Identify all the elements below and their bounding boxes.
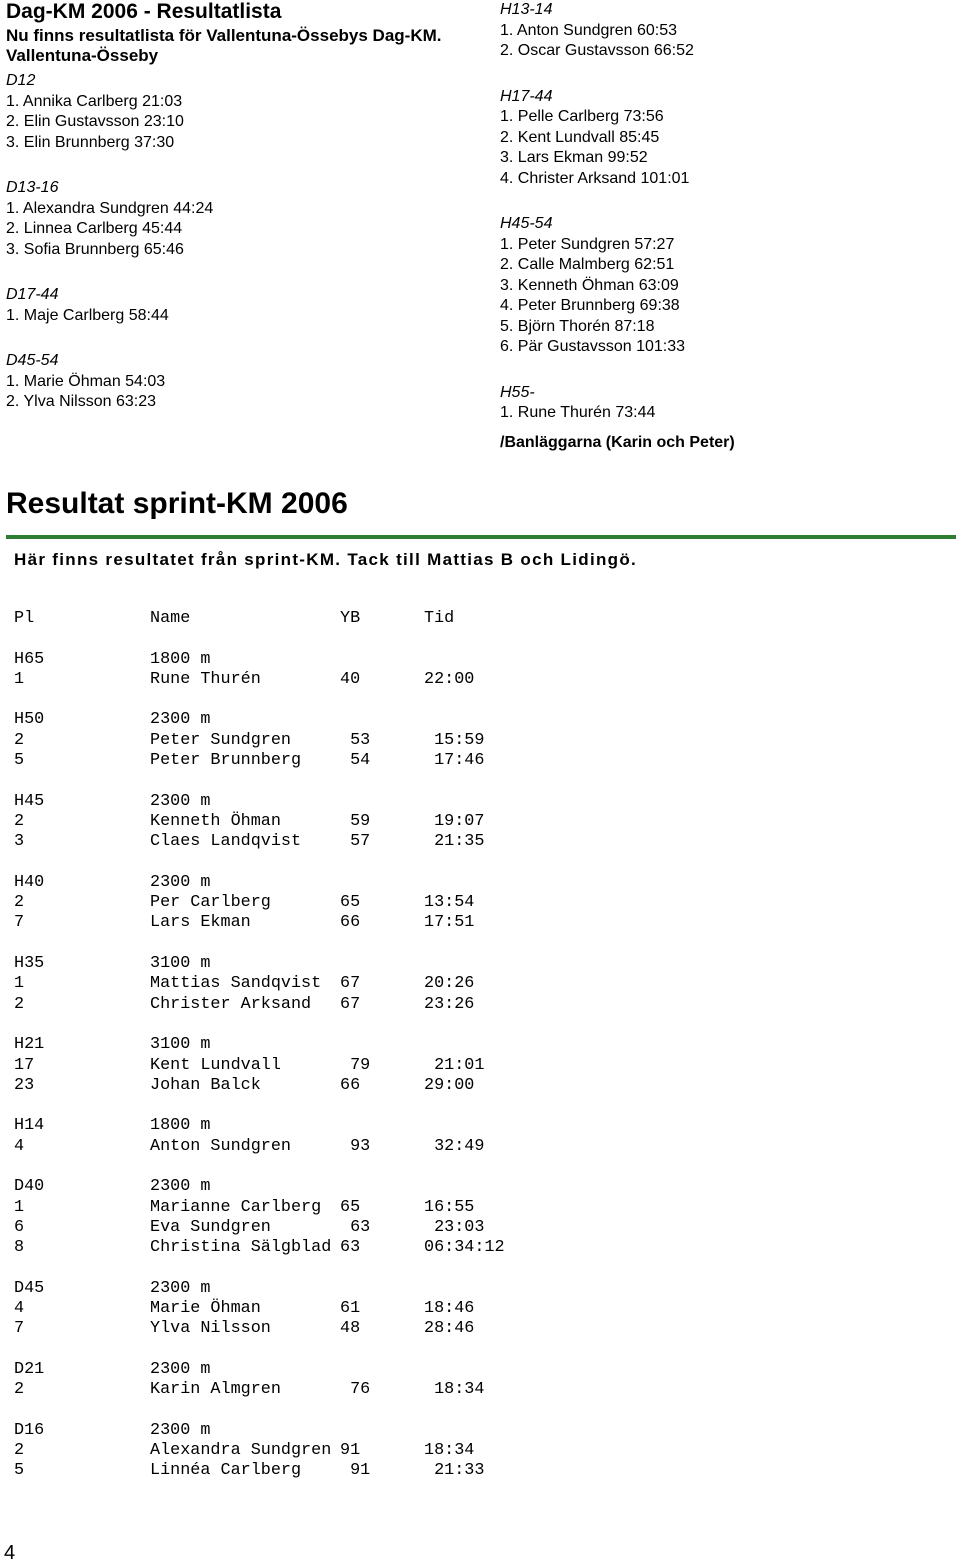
class-header — [14, 650, 574, 670]
runner-name: Kenneth Öhman — [150, 811, 281, 831]
birth-year: 61 — [340, 1299, 361, 1319]
birth-year: 53 — [340, 730, 371, 750]
column-header-name: Name — [150, 609, 191, 628]
subtitle-text: Nu finns resultatlista för Vallentuna-Össebys Dag-KM. — [6, 26, 442, 45]
class-name: H21 — [14, 1035, 45, 1055]
result-line: 3. Kenneth Öhman 63:09 — [500, 276, 679, 294]
table-row — [14, 1056, 574, 1076]
finish-time: 16:55 — [424, 1197, 475, 1217]
runner-name: Christer Arksand — [150, 994, 312, 1014]
row-spacer — [14, 1015, 574, 1035]
table-row — [14, 974, 574, 994]
class-name: H50 — [14, 710, 45, 730]
table-row — [14, 731, 574, 751]
row-spacer — [14, 1401, 574, 1421]
class-header — [14, 1421, 574, 1441]
row-spacer — [14, 1157, 574, 1177]
class-name: D16 — [14, 1420, 45, 1440]
table-row — [14, 913, 574, 933]
category-label: D17-44 — [6, 286, 59, 303]
class-name: H65 — [14, 649, 45, 669]
table-row — [14, 1238, 574, 1258]
birth-year: 67 — [340, 994, 361, 1014]
column-header-yb: YB — [340, 609, 361, 628]
result-line: 3. Elin Brunnberg 37:30 — [6, 133, 175, 151]
runner-name: Christina Sälgblad — [150, 1238, 332, 1258]
category-label: H17-44 — [500, 87, 553, 105]
birth-year: 91 — [340, 1461, 371, 1481]
finish-time: 17:51 — [424, 913, 475, 933]
dag-km-results-right — [500, 0, 694, 424]
row-spacer — [14, 1096, 574, 1116]
class-header — [14, 792, 574, 812]
result-line: 2. Kent Lundvall 85:45 — [500, 128, 660, 146]
birth-year: 40 — [340, 669, 361, 689]
category-label: H55- — [500, 383, 535, 401]
placing: 3 — [14, 832, 25, 852]
result-line: 3. Sofia Brunnberg 65:46 — [6, 240, 184, 258]
result-line: 1. Marie Öhman 54:03 — [6, 372, 166, 390]
table-row — [14, 1319, 574, 1339]
placing: 5 — [14, 751, 25, 771]
placing: 4 — [14, 1136, 25, 1156]
runner-name: Karin Almgren — [150, 1380, 281, 1400]
placing: 2 — [14, 1380, 25, 1400]
class-header — [14, 954, 574, 974]
birth-year: 59 — [340, 811, 371, 831]
result-line: 1. Maje Carlberg 58:44 — [6, 306, 169, 324]
result-line: 1. Rune Thurén 73:44 — [500, 404, 656, 421]
finish-time: 15:59 — [424, 730, 485, 750]
class-distance: 2300 m — [150, 791, 211, 811]
birth-year: 76 — [340, 1380, 371, 1400]
finish-time: 18:46 — [424, 1299, 475, 1319]
birth-year: 63 — [340, 1217, 371, 1237]
class-distance: 2300 m — [150, 1420, 211, 1440]
finish-time: 19:07 — [424, 811, 485, 831]
table-row — [14, 1441, 574, 1461]
class-name: D40 — [14, 1177, 45, 1197]
result-line: 5. Björn Thorén 87:18 — [500, 317, 655, 335]
runner-name: Eva Sundgren — [150, 1217, 271, 1237]
row-spacer — [14, 934, 574, 954]
runner-name: Ylva Nilsson — [150, 1319, 271, 1339]
class-name: H45 — [14, 791, 45, 811]
runner-name: Kent Lundvall — [150, 1055, 281, 1075]
finish-time: 29:00 — [424, 1075, 475, 1095]
finish-time: 20:26 — [424, 974, 475, 994]
birth-year: 66 — [340, 913, 361, 933]
birth-year: 54 — [340, 751, 371, 771]
section-divider — [6, 535, 956, 539]
class-name: H40 — [14, 872, 45, 892]
row-spacer — [14, 853, 574, 873]
runner-name: Marianne Carlberg — [150, 1197, 322, 1217]
table-row — [14, 1299, 574, 1319]
page-title: Dag-KM 2006 - Resultatlista — [6, 0, 282, 23]
runner-name: Alexandra Sundgren — [150, 1441, 332, 1461]
row-spacer — [14, 629, 574, 649]
result-line: 3. Lars Ekman 99:52 — [500, 149, 648, 166]
result-line: 2. Calle Malmberg 62:51 — [500, 256, 675, 273]
runner-name: Peter Sundgren — [150, 730, 291, 750]
class-header — [14, 710, 574, 730]
category-label: H45-54 — [500, 215, 553, 232]
runner-name: Peter Brunnberg — [150, 751, 302, 771]
result-line: 2. Elin Gustavsson 23:10 — [6, 113, 184, 130]
result-line: 1. Annika Carlberg 21:03 — [6, 92, 183, 110]
runner-name: Anton Sundgren — [150, 1136, 291, 1156]
runner-name: Lars Ekman — [150, 913, 251, 933]
placing: 2 — [14, 994, 25, 1014]
page-subtitle — [6, 26, 441, 66]
category-label: D13-16 — [6, 179, 59, 196]
finish-time: 18:34 — [424, 1380, 485, 1400]
table-body — [14, 629, 574, 1481]
sprint-results-table — [14, 609, 574, 1482]
placing: 7 — [14, 913, 25, 933]
column-header-tid: Tid — [424, 609, 455, 628]
class-name: H14 — [14, 1116, 45, 1136]
class-distance: 2300 m — [150, 710, 211, 730]
table-row — [14, 812, 574, 832]
class-distance: 1800 m — [150, 1116, 211, 1136]
category-label: H13-14 — [500, 1, 553, 18]
group-spacer — [6, 260, 213, 285]
birth-year: 93 — [340, 1136, 371, 1156]
table-header — [14, 609, 574, 629]
group-spacer — [500, 189, 694, 214]
class-name: D45 — [14, 1278, 45, 1298]
class-distance: 2300 m — [150, 1359, 211, 1379]
table-row — [14, 832, 574, 852]
placing: 2 — [14, 1441, 25, 1461]
row-spacer — [14, 1259, 574, 1279]
placing: 23 — [14, 1075, 35, 1095]
placing: 2 — [14, 811, 25, 831]
class-header — [14, 1177, 574, 1197]
page-number: 4 — [4, 1542, 16, 1564]
finish-time: 13:54 — [424, 893, 475, 913]
table-row — [14, 670, 574, 690]
table-row — [14, 1218, 574, 1238]
placing: 5 — [14, 1461, 25, 1481]
placing: 4 — [14, 1299, 25, 1319]
placing: 17 — [14, 1055, 35, 1075]
sprint-intro: Här finns resultatet från sprint-KM. Tack till Mattias B och Lidingö. — [14, 550, 638, 569]
birth-year: 48 — [340, 1319, 361, 1339]
result-line: 1. Pelle Carlberg 73:56 — [500, 108, 664, 125]
class-header — [14, 1035, 574, 1055]
finish-time: 23:03 — [424, 1217, 485, 1237]
table-row — [14, 1461, 574, 1481]
category-label: D12 — [6, 72, 36, 89]
signature: /Banläggarna (Karin och Peter) — [500, 434, 735, 451]
placing: 1 — [14, 1197, 25, 1217]
row-spacer — [14, 690, 574, 710]
birth-year: 57 — [340, 832, 371, 852]
group-spacer — [500, 358, 694, 383]
group-spacer — [6, 326, 213, 351]
class-header — [14, 1279, 574, 1299]
column-header-pl: Pl — [14, 609, 35, 628]
finish-time: 17:46 — [424, 751, 485, 771]
runner-name: Claes Landqvist — [150, 832, 302, 852]
result-line: 4. Christer Arksand 101:01 — [500, 169, 690, 187]
table-row — [14, 995, 574, 1015]
table-row — [14, 1380, 574, 1400]
result-line: 6. Pär Gustavsson 101:33 — [500, 338, 685, 355]
runner-name: Rune Thurén — [150, 669, 261, 689]
class-distance: 2300 m — [150, 1177, 211, 1197]
finish-time: 21:33 — [424, 1461, 485, 1481]
class-header — [14, 873, 574, 893]
runner-name: Marie Öhman — [150, 1299, 261, 1319]
birth-year: 63 — [340, 1238, 361, 1258]
finish-time: 21:35 — [424, 832, 485, 852]
table-row — [14, 751, 574, 771]
result-line: 2. Oscar Gustavsson 66:52 — [500, 42, 694, 59]
birth-year: 67 — [340, 974, 361, 994]
finish-time: 22:00 — [424, 669, 475, 689]
result-line: 1. Anton Sundgren 60:53 — [500, 21, 678, 39]
class-name: H35 — [14, 954, 45, 974]
placing: 1 — [14, 974, 25, 994]
class-distance: 1800 m — [150, 649, 211, 669]
class-header — [14, 1116, 574, 1136]
table-row — [14, 1076, 574, 1096]
table-row — [14, 1137, 574, 1157]
finish-time: 23:26 — [424, 994, 475, 1014]
runner-name: Johan Balck — [150, 1075, 261, 1095]
birth-year: 65 — [340, 1197, 361, 1217]
group-spacer — [500, 62, 694, 87]
result-line: 4. Peter Brunnberg 69:38 — [500, 297, 680, 314]
row-spacer — [14, 771, 574, 791]
birth-year: 91 — [340, 1441, 361, 1461]
placing: 1 — [14, 669, 25, 689]
table-row — [14, 893, 574, 913]
class-header — [14, 1360, 574, 1380]
placing: 7 — [14, 1319, 25, 1339]
finish-time: 21:01 — [424, 1055, 485, 1075]
runner-name: Per Carlberg — [150, 893, 271, 913]
result-line: 1. Alexandra Sundgren 44:24 — [6, 199, 214, 217]
placing: 6 — [14, 1217, 25, 1237]
sprint-title: Resultat sprint-KM 2006 — [6, 487, 348, 520]
class-distance: 3100 m — [150, 1035, 211, 1055]
category-label: D45-54 — [6, 352, 59, 369]
placing: 2 — [14, 893, 25, 913]
class-name: D21 — [14, 1359, 45, 1379]
finish-time: 28:46 — [424, 1319, 475, 1339]
class-distance: 2300 m — [150, 872, 211, 892]
birth-year: 65 — [340, 893, 361, 913]
class-distance: 3100 m — [150, 954, 211, 974]
runner-name: Mattias Sandqvist — [150, 974, 322, 994]
finish-time: 32:49 — [424, 1136, 485, 1156]
birth-year: 79 — [340, 1055, 371, 1075]
result-line: 2. Linnea Carlberg 45:44 — [6, 220, 183, 237]
birth-year: 66 — [340, 1075, 361, 1095]
table-row — [14, 1198, 574, 1218]
finish-time: 18:34 — [424, 1441, 475, 1461]
class-distance: 2300 m — [150, 1278, 211, 1298]
placing: 8 — [14, 1238, 25, 1258]
finish-time: 06:34:12 — [424, 1238, 505, 1258]
dag-km-results-left — [6, 71, 213, 413]
result-line: 2. Ylva Nilsson 63:23 — [6, 393, 157, 410]
row-spacer — [14, 1340, 574, 1360]
placing: 2 — [14, 730, 25, 750]
runner-name: Linnéa Carlberg — [150, 1461, 302, 1481]
group-spacer — [6, 153, 213, 178]
club-name: Vallentuna-Össeby — [6, 46, 159, 65]
result-line: 1. Peter Sundgren 57:27 — [500, 235, 675, 253]
